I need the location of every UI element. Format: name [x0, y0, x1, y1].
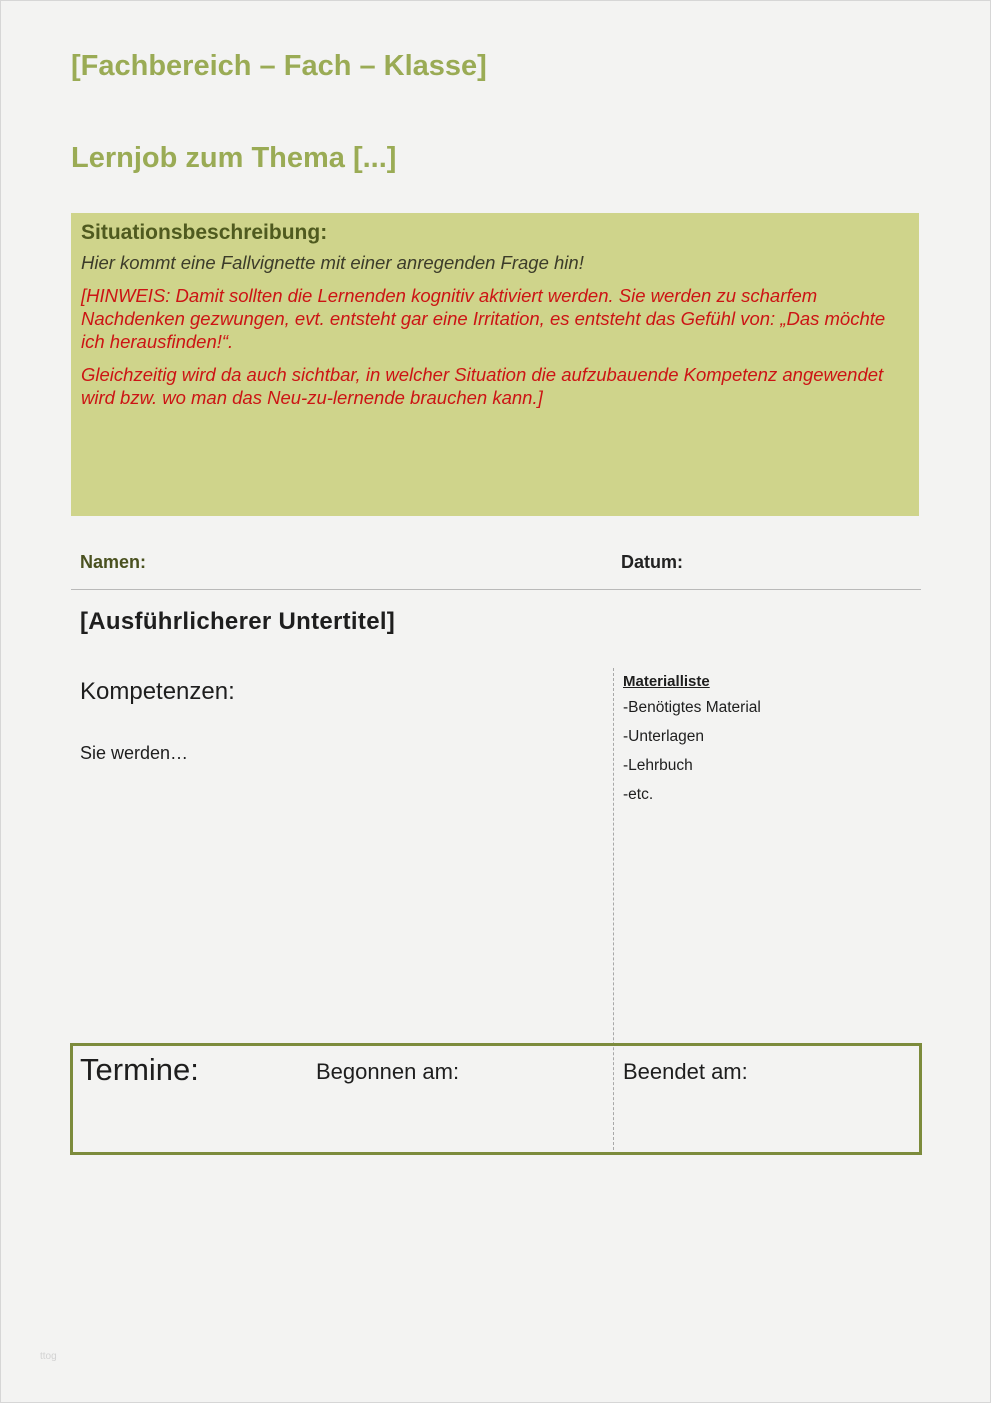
- competence-text: Sie werden…: [80, 743, 189, 763]
- watermark: ttog: [40, 1351, 57, 1362]
- material-item: -Benötigtes Material: [623, 699, 761, 716]
- material-item: -etc.: [623, 786, 654, 803]
- date-label: Datum:: [621, 552, 683, 572]
- situation-hint-2: Gleichzeitig wird da auch sichtbar, in welcher Situation die aufzubauende Kompetenz angewendet wird bzw. wo man das Neu-zu-lernende brauchen kann.]: [81, 364, 884, 408]
- situation-heading: Situationsbeschreibung:: [81, 221, 328, 244]
- ended-label: Beendet am:: [623, 1059, 748, 1084]
- header-title: [Fachbereich – Fach – Klasse]: [71, 50, 487, 82]
- names-label: Namen:: [80, 552, 147, 572]
- situation-box: [71, 213, 919, 516]
- material-item: -Unterlagen: [623, 728, 704, 745]
- competence-heading: Kompetenzen:: [80, 678, 235, 705]
- lernjob-title: Lernjob zum Thema [...]: [71, 142, 397, 174]
- material-item: -Lehrbuch: [623, 757, 693, 774]
- situation-hint-1: [HINWEIS: Damit sollten die Lernenden kognitiv aktiviert werden. Sie werden zu scharfem Nachdenken gezwungen, evt. entsteht gar eine Irritation, es entsteht das Gefühl von: „Das möchte ich herausfinden!“.: [81, 285, 886, 352]
- divider-line: [71, 589, 921, 590]
- materials-heading: Materialliste: [623, 673, 710, 690]
- materials-list: [623, 673, 903, 815]
- started-label: Begonnen am:: [316, 1059, 460, 1084]
- situation-intro: Hier kommt eine Fallvignette mit einer anregenden Frage hin!: [81, 252, 584, 273]
- detailed-subtitle: [Ausführlicherer Untertitel]: [80, 608, 396, 635]
- appointments-title: Termine:: [80, 1052, 199, 1087]
